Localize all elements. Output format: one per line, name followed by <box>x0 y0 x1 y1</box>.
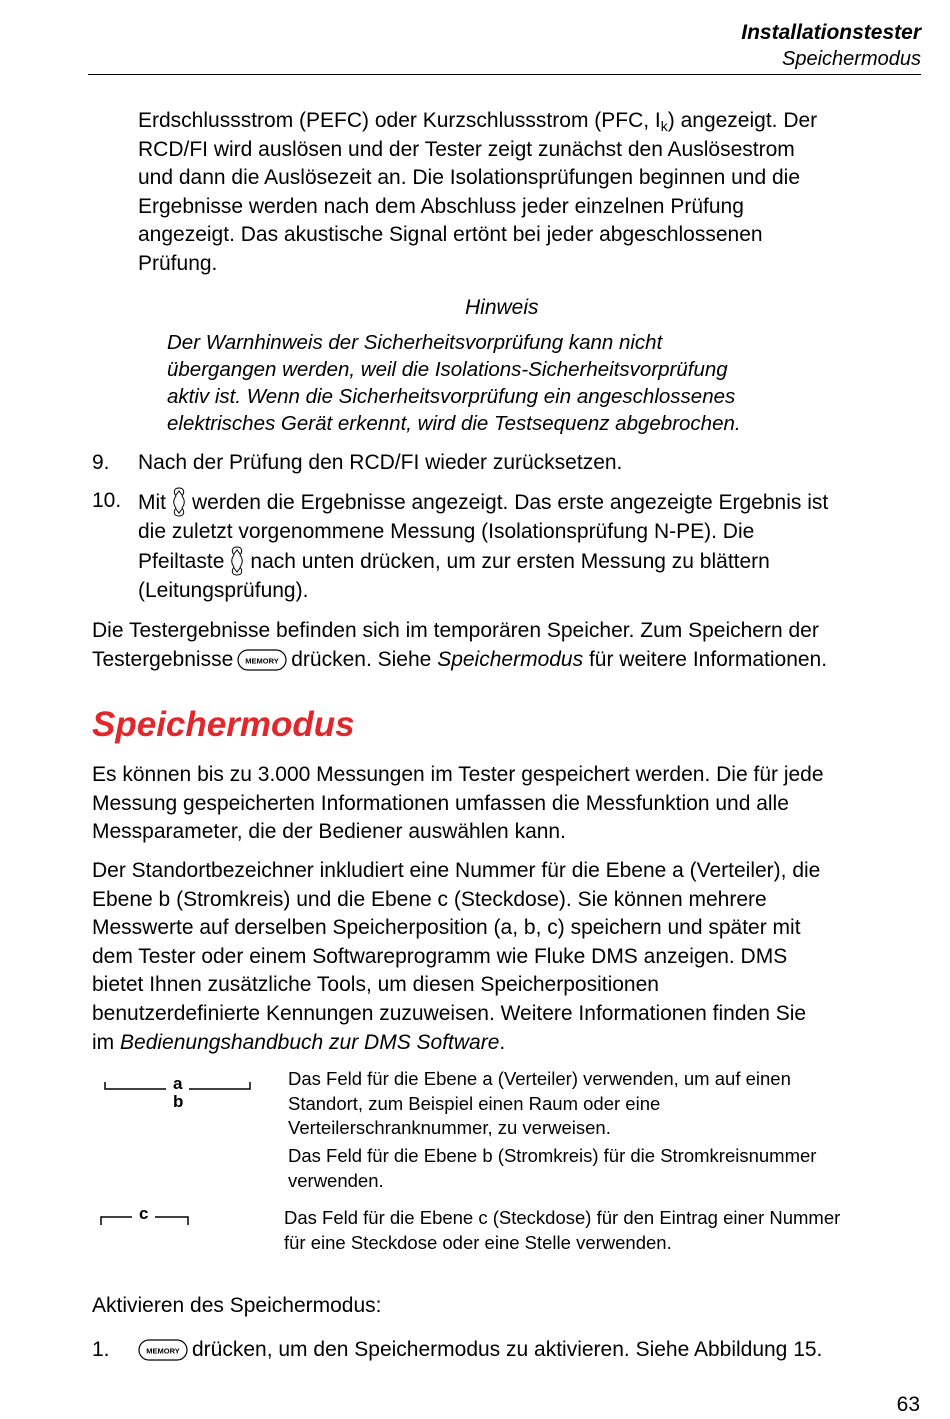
step-10-line <box>138 546 828 577</box>
activate-text: drücken, um den Speichermodus zu aktivieren. Siehe Abbildung 15. <box>192 1338 823 1361</box>
para-line: Der Standortbezeichner inkludiert eine Nummer für die Ebene a (Verteiler), die <box>92 859 821 882</box>
memory-key-label: MEMORY <box>245 656 279 666</box>
para-text: . <box>499 1030 506 1054</box>
step-10-line: die zuletzt vorgenommene Messung (Isolationsprüfung N-PE). Die <box>138 519 755 543</box>
intro-text: ) angezeigt. Der <box>667 109 818 132</box>
intro-line <box>138 107 817 136</box>
para-line: benutzerdefinierte Kennungen zuzuweisen. Weitere Informationen finden Sie <box>92 1001 807 1025</box>
level-line: Verteilerschranknummer, zu verweisen. <box>288 1117 611 1138</box>
memory-paragraph-2 <box>92 857 820 1057</box>
note-line: Der Warnhinweis der Sicherheitsvorprüfung kann nicht <box>167 331 663 354</box>
note-line: aktiv ist. Wenn die Sicherheitsvorprüfung ein angeschlossenes <box>167 385 736 408</box>
results-line: Die Testergebnisse befinden sich im temporären Speicher. Zum Speichern der <box>92 619 819 642</box>
para-line <box>92 1029 820 1058</box>
para-line: Messwerte auf derselben Speicherposition (a, b, c) speichern und später mit <box>92 916 801 940</box>
level-c-label: c <box>139 1204 149 1223</box>
header-subtitle: Speichermodus <box>782 48 921 70</box>
note-title: Hinweis <box>465 296 539 319</box>
activate-step-number: 1. <box>92 1338 110 1361</box>
para-line: Messparameter, die der Bediener auswählen kann. <box>92 820 566 844</box>
activate-step-text <box>138 1336 822 1365</box>
results-text: drücken. Siehe <box>291 647 432 671</box>
para-line: dem Tester oder einem Softwareprogramm wie Fluke DMS anzeigen. DMS <box>92 944 788 968</box>
activate-heading: Aktivieren des Speichermodus: <box>92 1294 382 1317</box>
level-c-description <box>284 1206 840 1255</box>
results-italic: Speichermodus <box>437 647 584 671</box>
memory-key-label: MEMORY <box>146 1346 180 1356</box>
intro-line: und dann die Auslösezeit an. Die Isolationsprüfungen beginnen und die <box>138 166 801 190</box>
note-line: übergangen werden, weil die Isolations-Sicherheitsvorprüfung <box>167 358 728 381</box>
intro-line: RCD/FI wird auslösen und der Tester zeigt zunächst den Auslösestrom <box>138 137 795 161</box>
step-9-text: Nach der Prüfung den RCD/FI wieder zurücksetzen. <box>138 451 623 474</box>
step-10-number: 10. <box>92 489 122 512</box>
header-title: Installationstester <box>741 21 921 44</box>
intro-line: Prüfung. <box>138 251 218 275</box>
level-line: Das Feld für die Ebene c (Steckdose) für den Eintrag einer Nummer <box>284 1207 841 1228</box>
header-rule <box>88 74 921 75</box>
results-text: für weitere Informationen. <box>588 647 828 671</box>
memory-key-icon <box>237 649 287 671</box>
level-line: Das Feld für die Ebene a (Verteiler) verwenden, um auf einen <box>288 1068 791 1089</box>
arrow-updown-key-icon <box>171 487 187 517</box>
step-10-line <box>138 487 828 518</box>
para-italic: Bedienungshandbuch zur DMS Software <box>120 1030 500 1054</box>
level-c-diagram <box>96 1203 196 1238</box>
intro-line: Ergebnisse werden nach dem Abschluss jeder einzelnen Prüfung <box>138 194 744 218</box>
intro-paragraph <box>138 107 817 279</box>
para-text: im <box>92 1030 115 1054</box>
arrow-updown-key-icon <box>229 546 245 576</box>
para-line: Es können bis zu 3.000 Messungen im Tester gespeichert werden. Die für jede <box>92 763 824 786</box>
step-9-number: 9. <box>92 451 110 474</box>
intro-line: angezeigt. Das akustische Signal ertönt bei jeder abgeschlossenen <box>138 223 763 247</box>
level-line: verwenden. <box>288 1169 384 1191</box>
results-text: Testergebnisse <box>92 647 234 671</box>
note-body <box>167 329 857 437</box>
step-10-line: (Leitungsprüfung). <box>138 578 309 602</box>
page-number: 63 <box>896 1393 920 1416</box>
level-line: für eine Steckdose oder eine Stelle verwenden. <box>284 1231 672 1253</box>
step-text: Pfeiltaste <box>138 550 225 574</box>
note-line: elektrisches Gerät erkennt, wird die Testsequenz abgebrochen. <box>167 412 741 435</box>
para-line: bietet Ihnen zusätzliche Tools, um diesen Speicherpositionen <box>92 973 659 997</box>
level-line: Das Feld für die Ebene b (Stromkreis) für die Stromkreisnummer <box>288 1145 817 1166</box>
section-title: Speichermodus <box>92 705 355 744</box>
level-line: Standort, zum Beispiel einen Raum oder eine <box>288 1092 661 1114</box>
step-text: werden die Ergebnisse angezeigt. Das erste angezeigte Ergebnis ist <box>192 491 829 514</box>
step-text: Mit <box>138 491 166 514</box>
level-a-description <box>288 1067 791 1141</box>
para-line: Messung gespeicherten Informationen umfassen die Messfunktion und alle <box>92 791 789 815</box>
memory-key-icon <box>138 1339 188 1361</box>
level-a-label: a <box>173 1074 183 1093</box>
running-header <box>741 20 921 72</box>
intro-text: Erdschlussstrom (PEFC) oder Kurzschlussstrom (PFC, I <box>138 109 661 132</box>
level-ab-diagram <box>100 1072 260 1127</box>
memory-paragraph-1 <box>92 761 824 847</box>
results-paragraph <box>92 617 827 674</box>
step-10-text <box>138 487 828 605</box>
results-line <box>92 646 827 675</box>
level-b-label: b <box>173 1092 184 1111</box>
subscript-k: k <box>660 118 668 134</box>
para-line: Ebene b (Stromkreis) und die Ebene c (Steckdose). Sie können mehrere <box>92 887 767 911</box>
step-text: nach unten drücken, um zur ersten Messung zu blättern <box>250 550 770 574</box>
level-b-description <box>288 1144 816 1193</box>
